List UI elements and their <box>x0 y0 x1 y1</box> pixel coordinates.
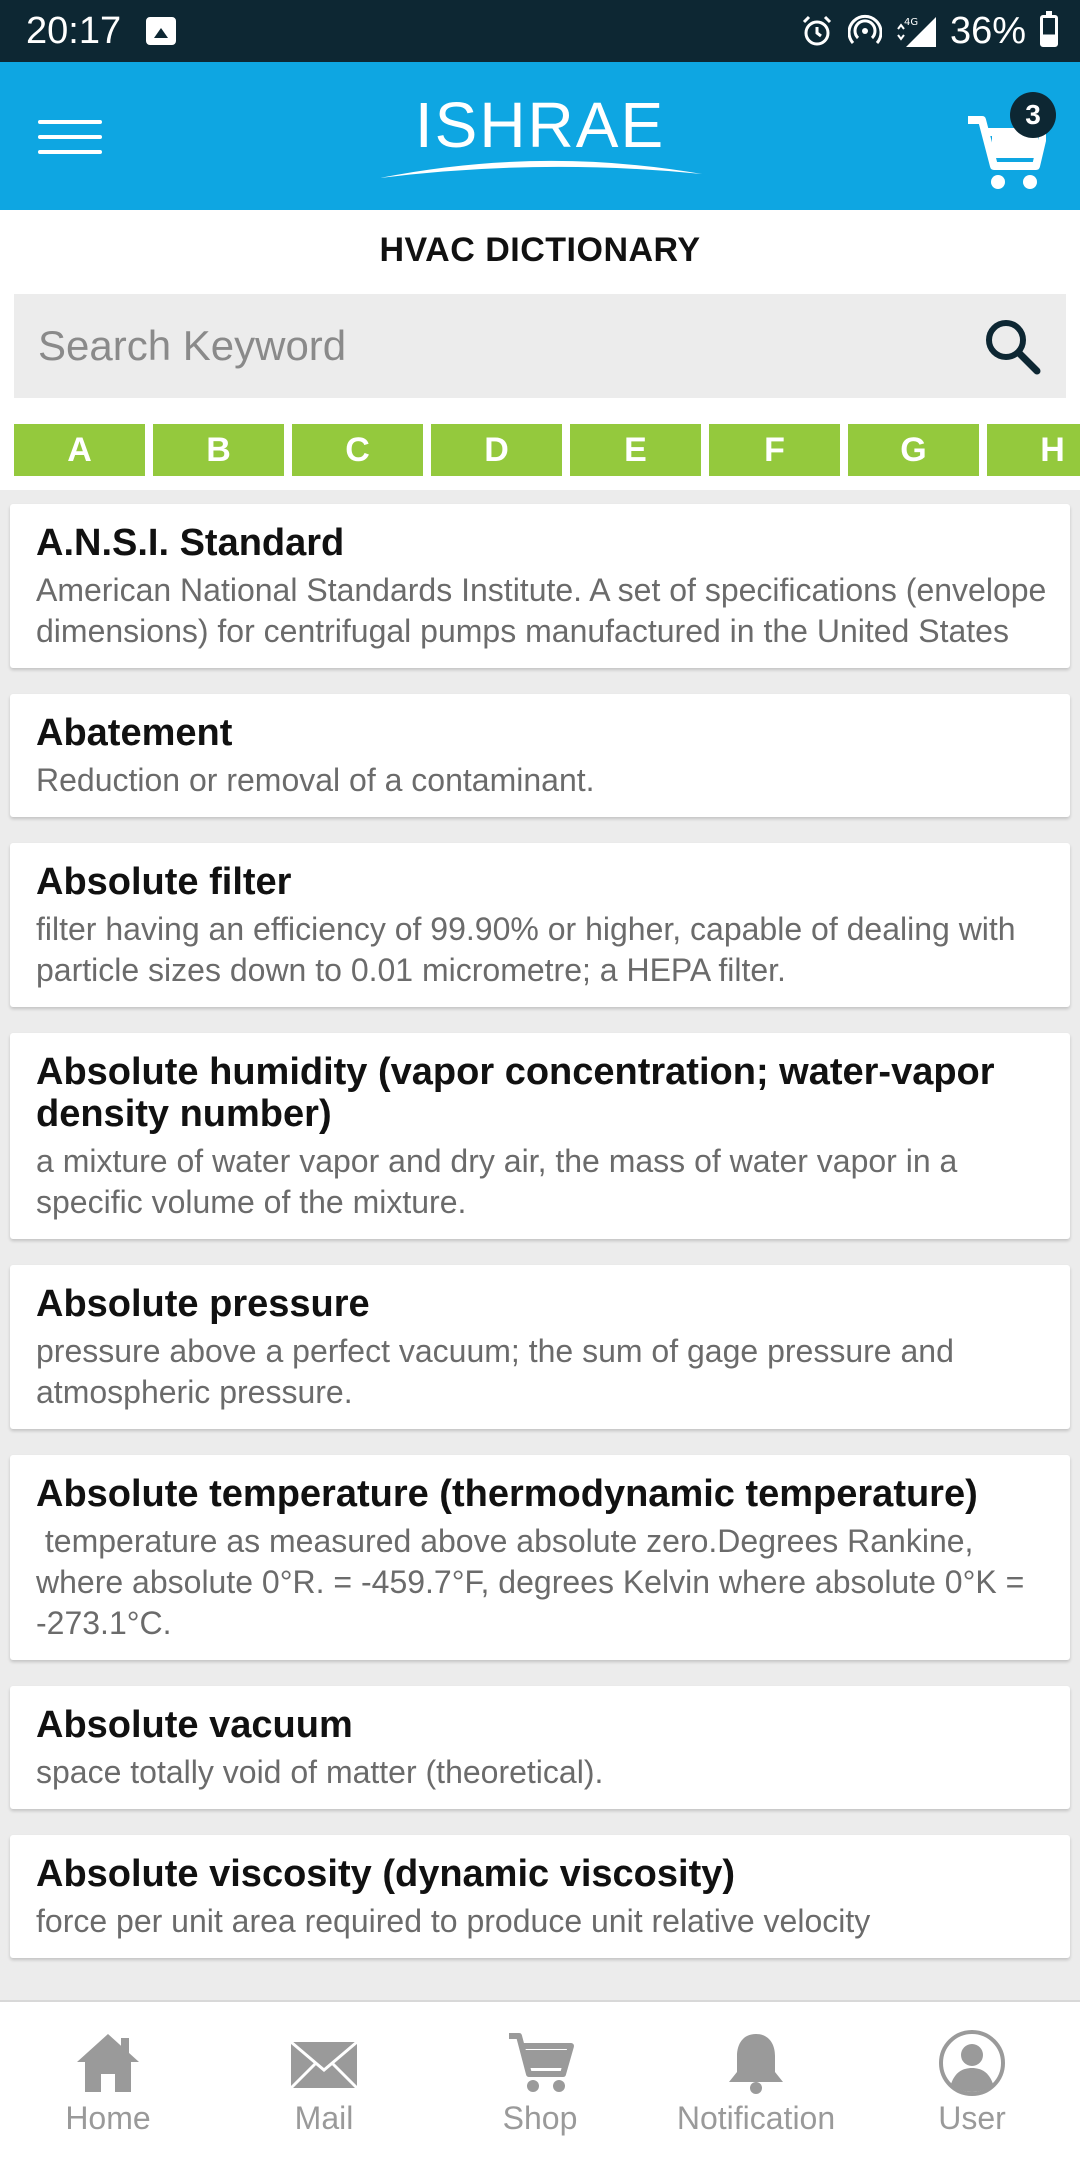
alarm-icon <box>800 14 834 48</box>
dictionary-list[interactable] <box>0 490 1080 2000</box>
nav-home-label: Home <box>65 2100 151 2136</box>
entry-definition: force per unit area required to produce unit relative velocity <box>36 1903 871 1939</box>
alphabet-tab-a[interactable]: A <box>14 424 145 476</box>
battery-icon <box>1040 15 1058 47</box>
status-icons <box>800 8 1058 54</box>
list-item[interactable] <box>10 843 1070 1007</box>
status-bar <box>0 0 1080 62</box>
alphabet-tab-b[interactable]: B <box>153 424 284 476</box>
list-item[interactable] <box>10 1455 1070 1660</box>
entry-term: Absolute viscosity (dynamic viscosity) <box>36 1853 736 1895</box>
entry-term: A.N.S.I. Standard <box>36 522 345 564</box>
entry-term: Absolute filter <box>36 861 292 903</box>
search-icon[interactable] <box>982 316 1042 376</box>
cart-button[interactable] <box>966 92 1056 196</box>
cart-icon <box>505 2030 575 2096</box>
entry-term: Absolute pressure <box>36 1283 370 1325</box>
alphabet-tab-f[interactable]: F <box>709 424 840 476</box>
bottom-nav <box>0 2000 1080 2160</box>
home-icon <box>73 2030 143 2096</box>
list-item[interactable] <box>10 1033 1070 1239</box>
image-notification-icon <box>146 17 176 45</box>
nav-notification[interactable] <box>648 2002 864 2160</box>
search-box <box>14 294 1066 398</box>
alphabet-tab-c[interactable]: C <box>292 424 423 476</box>
nav-home[interactable] <box>0 2002 216 2160</box>
entry-definition: Reduction or removal of a contaminant. <box>36 762 595 798</box>
menu-icon[interactable] <box>38 120 102 156</box>
nav-shop-label: Shop <box>502 2100 578 2136</box>
page-title: HVAC DICTIONARY <box>379 230 701 269</box>
nav-mail-label: Mail <box>294 2100 354 2136</box>
logo-swoosh <box>372 152 708 182</box>
entry-term: Absolute temperature (thermodynamic temperature) <box>36 1473 978 1515</box>
alphabet-tab-h[interactable]: H <box>987 424 1080 476</box>
nav-user-label: User <box>938 2100 1006 2136</box>
cart-count-badge: 3 <box>1010 92 1056 138</box>
entry-term: Abatement <box>36 712 233 754</box>
ishrae-logo <box>372 88 708 182</box>
app-bar <box>0 62 1080 210</box>
status-time: 20:17 <box>26 10 122 52</box>
alphabet-tab-g[interactable]: G <box>848 424 979 476</box>
nav-user[interactable] <box>864 2002 1080 2160</box>
list-item[interactable] <box>10 1265 1070 1429</box>
entry-definition: temperature as measured above absolute zero.Degrees Rankine, where absolute 0°R. = -459.7°F, degrees Kelvin where absolute 0°K = -273.1°C. <box>36 1523 1034 1641</box>
alphabet-tab-e[interactable]: E <box>570 424 701 476</box>
logo-text: ISHRAE <box>414 89 666 161</box>
list-item[interactable] <box>10 1686 1070 1809</box>
signal-icon <box>896 15 936 47</box>
search-area <box>0 290 1080 490</box>
entry-definition: space totally void of matter (theoretical). <box>36 1754 604 1790</box>
entry-term: Absolute humidity (vapor concentration; water-vapor density number) <box>36 1051 995 1135</box>
entry-definition: pressure above a perfect vacuum; the sum of gage pressure and atmospheric pressure. <box>36 1333 963 1410</box>
nav-mail[interactable] <box>216 2002 432 2160</box>
nav-notification-label: Notification <box>676 2100 836 2136</box>
entry-definition: American National Standards Institute. A set of specifications (envelope dimensions) for centrifugal pumps manufactured in the United States <box>36 572 1056 649</box>
search-input[interactable] <box>38 312 958 380</box>
user-icon <box>937 2030 1007 2096</box>
alphabet-tab-d[interactable]: D <box>431 424 562 476</box>
hotspot-icon <box>848 14 882 48</box>
list-item[interactable] <box>10 1835 1070 1958</box>
alphabet-tabs <box>14 424 1080 476</box>
battery-percent: 36% <box>949 9 1026 52</box>
network-type: 4G <box>903 17 919 28</box>
list-item[interactable] <box>10 504 1070 668</box>
entry-definition: a mixture of water vapor and dry air, the mass of water vapor in a specific volume of the mixture. <box>36 1143 967 1220</box>
list-item[interactable] <box>10 694 1070 817</box>
entry-term: Absolute vacuum <box>36 1704 353 1746</box>
nav-shop[interactable] <box>432 2002 648 2160</box>
entry-definition: filter having an efficiency of 99.90% or higher, capable of dealing with particle sizes down to 0.01 micrometre; a HEPA filter. <box>36 911 1025 988</box>
bell-icon <box>721 2030 791 2096</box>
page-title-bar <box>0 210 1080 290</box>
mail-icon <box>289 2030 359 2096</box>
